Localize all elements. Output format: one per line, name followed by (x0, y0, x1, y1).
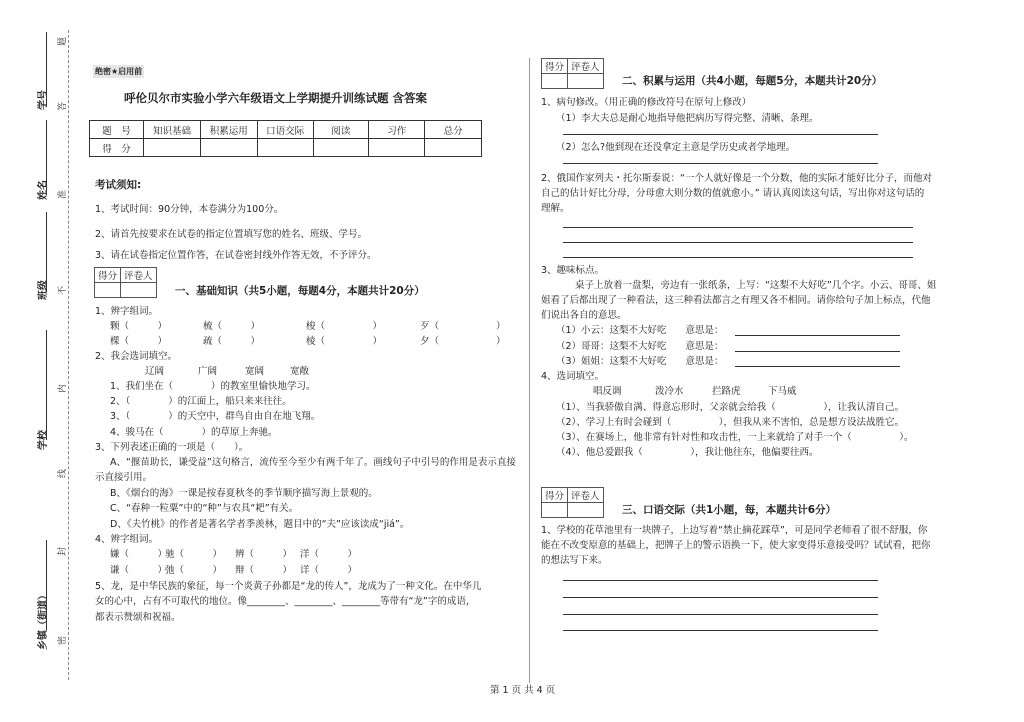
table-header: 总分 (425, 121, 482, 139)
score-cell[interactable] (425, 139, 482, 157)
grader-person-cell[interactable] (568, 503, 604, 518)
field-name-label: 姓名 (38, 180, 49, 200)
score-cell[interactable] (257, 139, 313, 157)
word-item: 梭（ ） (306, 321, 383, 332)
word-item: 疏（ ） (203, 336, 261, 347)
passage: 姐看了后都出现了一种看法，这三种看法都言之有理又各不相同。请你给句子加上标点，代他 (541, 295, 931, 306)
question: 1、辨字组词。 (95, 306, 159, 317)
word-item: 驰（ ） (165, 549, 223, 560)
score-cell[interactable] (144, 139, 201, 157)
question: 2、俄国作家列夫・托尔斯泰说：“一个人就好像是一个分数，他的实际才能好比分子，而他对 (541, 173, 932, 184)
word-option: 广阔 (198, 366, 218, 377)
passage: 们说出各自的意思。 (541, 310, 627, 321)
grader-person-label: 评卷人 (568, 488, 604, 503)
question: 3、趣味标点。 (541, 265, 605, 276)
page-footer: 第 1 页 共 4 页 (490, 685, 556, 696)
notice-item: 1、考试时间：90分钟，本卷满分为100分。 (95, 204, 284, 215)
question-cont: 的想法写下来。 (541, 555, 608, 566)
word-option: 泼冷水 (655, 386, 684, 397)
field-school-label: 学校 (38, 430, 49, 450)
answer-line[interactable] (563, 134, 878, 135)
fill-item: 2、（ ）的江面上，船只来来往往。 (110, 396, 292, 407)
grader-person-cell[interactable] (121, 283, 157, 298)
fill-item: 4、骏马在（ ）的草原上奔驰。 (110, 427, 278, 438)
score-cell[interactable] (200, 139, 257, 157)
question-cont: 都表示赞颂和祝福。 (95, 612, 181, 623)
score-cell[interactable] (313, 139, 369, 157)
word-item: 辩（ ） (235, 565, 293, 576)
table-header: 习作 (369, 121, 425, 139)
answer-line[interactable] (735, 351, 900, 352)
word-option: 下马威 (768, 386, 797, 397)
answer-line[interactable] (563, 227, 913, 228)
seal-char: 内 (58, 383, 68, 393)
fill-item: （1）、当我骄傲自满、得意忘形时，父亲就会给我（ ），让我认清自己。 (556, 402, 905, 413)
field-township-label: 乡镇（街道） (38, 590, 49, 650)
seal-char: 不 (58, 285, 68, 295)
table-header: 口语交际 (257, 121, 313, 139)
score-cell[interactable] (369, 139, 425, 157)
word-item: 详（ ） (300, 565, 358, 576)
passage: 桌子上放着一盘梨，旁边有一张纸条，上写：“这梨不大好吃”几个字。小云、哥哥、姐 (575, 280, 937, 291)
word-item: 洋（ ） (300, 549, 358, 560)
seal-char: 准 (58, 189, 68, 199)
word-option: 辽阔 (145, 366, 165, 377)
word-item: 弛（ ） (165, 565, 223, 576)
section-title: 一、基础知识（共5小题，每题4分，本题共计20分） (175, 285, 425, 297)
question: 4、选词填空。 (541, 371, 605, 382)
grader-person-cell[interactable] (568, 74, 604, 89)
answer-line[interactable] (563, 630, 878, 631)
word-item: 歹（ ） (420, 321, 506, 332)
grader-score-cell[interactable] (542, 503, 568, 518)
word-item: 棱（ ） (306, 336, 383, 347)
sentence: （2）怎么?他到现在还没拿定主意是学历史或者学地理。 (556, 142, 796, 153)
word-item: 辨（ ） (235, 549, 293, 560)
table-header: 阅读 (313, 121, 369, 139)
fill-item: （3）、在赛场上，他非常有针对性和攻击性，一上来就给了对手一个（ ）。 (556, 432, 914, 443)
grader-score-label: 得分 (95, 268, 121, 283)
answer-line[interactable] (563, 257, 913, 258)
question-cont: 能在不改变原意的基础上，把牌子上的警示语换一下，使大家变得乐意接受吗？试试看，把你 (541, 540, 931, 551)
word-option: 宽阔 (245, 366, 265, 377)
question: 1、学校的花草池里有一块牌子，上边写着“禁止摘花踩草”，可是同学老师看了很不舒服，你 (541, 525, 928, 536)
field-class-label: 班级 (38, 280, 49, 300)
word-item: 夕（ ） (420, 336, 506, 347)
answer-line[interactable] (735, 335, 900, 336)
table-header: 积累运用 (200, 121, 257, 139)
word-option: 拦路虎 (712, 386, 741, 397)
option-b: B、《烟台的海》一课是按春夏秋冬的季节顺序描写海上景观的。 (110, 488, 378, 499)
seal-char: 线 (58, 468, 68, 478)
fill-item: （2）、学习上有时会碰到（ ），但我从来不害怕，总是想方设法战胜它。 (556, 417, 905, 428)
question-cont: 自己的估计好比分母，分母愈大则分数的值就愈小。” 请认真阅读这句话，写出你对这句话的 (541, 188, 925, 199)
grader-score-label: 得分 (542, 59, 568, 74)
grader-box (94, 267, 157, 298)
question-cont: 女的心中，占有不可取代的地位。像________、________、________等带有“龙”字的成语， (95, 596, 476, 607)
notice-heading: 考试须知: (95, 179, 142, 191)
section-title: 三、口语交际（共1小题，每，本题共计6分） (622, 504, 837, 516)
field-student-id-label: 学号 (38, 90, 49, 110)
word-option: 宽敞 (290, 366, 310, 377)
fill-item: （3）姐姐：这梨不大好吃 意思是： (556, 356, 724, 367)
table-header: 题 号 (90, 121, 144, 139)
score-table (89, 120, 482, 157)
fill-item: （2）哥哥：这梨不大好吃 意思是： (556, 341, 724, 352)
answer-line[interactable] (735, 366, 900, 367)
word-item: 嫌（ ） (110, 549, 168, 560)
option-a-cont: 示直接引用。 (95, 472, 153, 483)
table-header: 知识基础 (144, 121, 201, 139)
seal-char: 答 (58, 101, 68, 111)
page-title: 呼伦贝尔市实验小学六年级语文上学期提升训练试题 含答案 (124, 91, 428, 105)
notice-item: 3、请在试卷指定位置作答，在试卷密封线外作答无效，不予评分。 (95, 250, 377, 261)
question: 1、病句修改。（用正确的修改符号在原句上修改） (541, 97, 752, 108)
answer-line[interactable] (563, 242, 913, 243)
table-row-label: 得 分 (90, 139, 144, 157)
question: 4、辨字组词。 (95, 534, 159, 545)
question: 2、我会选词填空。 (95, 351, 178, 362)
grader-box (541, 487, 604, 518)
secret-badge: 绝密★启用前 (95, 67, 143, 76)
grader-score-label: 得分 (542, 488, 568, 503)
grader-score-cell[interactable] (95, 283, 121, 298)
option-c: C、“春种一粒粟”中的“种”与农具“耙”有关。 (110, 503, 299, 514)
fill-item: 1、我们坐在（ ）的教室里愉快地学习。 (110, 381, 316, 392)
seal-char: 题 (58, 36, 68, 46)
fill-item: 3、（ ）的天空中，群鸟自由自在地飞翔。 (110, 411, 321, 422)
grader-score-cell[interactable] (542, 74, 568, 89)
answer-line[interactable] (563, 580, 878, 581)
grader-person-label: 评卷人 (121, 268, 157, 283)
word-item: 棵（ ） (110, 336, 168, 347)
question: 3、下列表述正确的一项是（ ）。 (95, 442, 249, 453)
word-item: 梳（ ） (203, 321, 261, 332)
notice-item: 2、请首先按要求在试卷的指定位置填写您的姓名、班级、学号。 (95, 229, 368, 240)
fill-item: （4）、他总爱跟我（ ），我让他往东，他偏要往西。 (556, 447, 819, 458)
fill-item: （1）小云：这梨不大好吃 意思是： (556, 325, 724, 336)
seal-char: 密 (58, 635, 68, 645)
grader-box (541, 58, 604, 89)
column-divider (529, 58, 530, 683)
answer-line[interactable] (563, 163, 878, 164)
word-item: 颗（ ） (110, 321, 168, 332)
grader-person-label: 评卷人 (568, 59, 604, 74)
section-title: 二、积累与运用（共4小题，每题5分，本题共计20分） (622, 75, 883, 87)
question: 5、龙，是中华民族的象征，每一个炎黄子孙都是“龙的传人”，龙成为了一种文化。在中华儿 (95, 581, 482, 592)
sentence: （1）李大夫总是耐心地指导他把病历写得完整、清晰、条理。 (556, 113, 819, 124)
option-a: A、“揠苗助长，谦受益”这句格言，流传至今至少有两千年了。画线句子中引号的作用是表示直接 (110, 457, 516, 468)
seal-char: 封 (58, 546, 68, 556)
answer-line[interactable] (563, 597, 878, 598)
question-cont: 理解。 (541, 203, 570, 214)
word-option: 唱反调 (593, 386, 622, 397)
option-d: D、《夫竹桃》的作者是著名学者季羡林，题目中的“夫”应该读成“jiá”。 (110, 519, 410, 530)
answer-line[interactable] (563, 614, 878, 615)
word-item: 谦（ ） (110, 565, 168, 576)
